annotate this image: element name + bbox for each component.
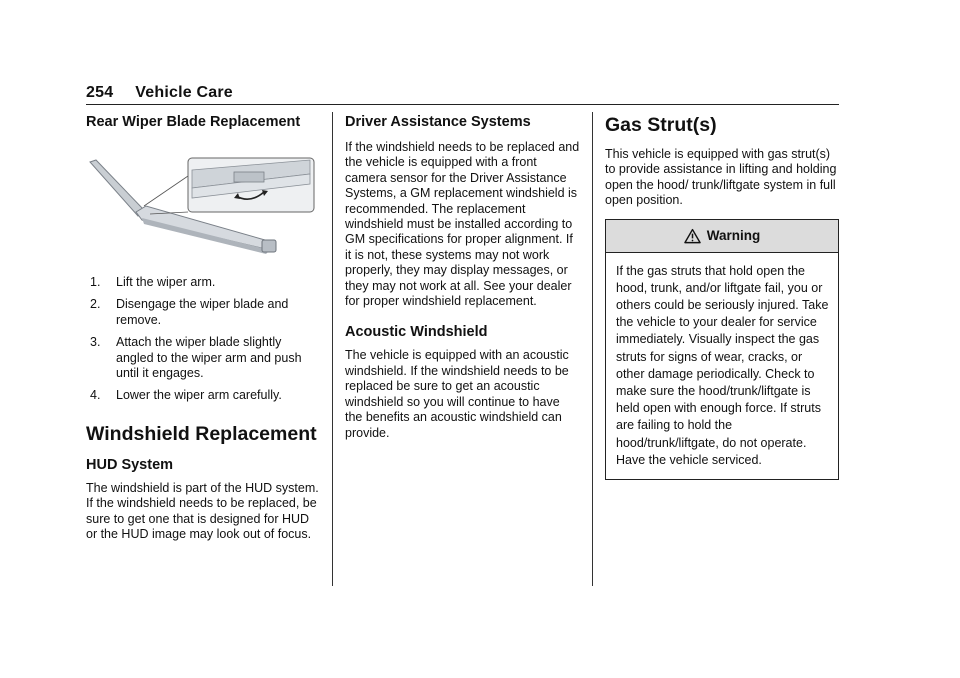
warning-label: Warning (706, 228, 761, 244)
acoustic-text: The vehicle is equipped with an acoustic windshield. If the windshield needs to be replaced be sure to get an acoustic windshield so you will continue to have the benefits an acoustic windshield can provide. (345, 348, 569, 440)
warning-text: If the gas struts that hold open the hood, trunk, and/or liftgate fail, you or others could be seriously injured. Take the vehicle to your dealer for service immediately. Visually inspect the gas struts for signs of wear, cracks, or other damage periodically. Check to make sure the hood/trunk/liftgate is held open with enough force. If struts are failing to hold the hood/trunk/liftgate, do not operate. Have the vehicle serviced. (616, 263, 829, 467)
list-item: 3. Attach the wiper blade slightly angled to the wiper arm and push until it engages. (90, 335, 302, 381)
windshield-heading: Windshield Replacement (86, 422, 317, 445)
header-rule (86, 104, 839, 105)
gas-strut-text: This vehicle is equipped with gas strut(s) to provide assistance in lifting and holding open the hood/ trunk/liftgate system in full open position. (605, 147, 837, 208)
wiper-illustration (84, 154, 316, 260)
column-3 (605, 113, 840, 480)
acoustic-heading: Acoustic Windshield (345, 324, 488, 341)
page-header (86, 84, 233, 102)
rear-wiper-heading: Rear Wiper Blade Replacement (86, 114, 301, 130)
column-divider (592, 112, 593, 586)
hud-heading: HUD System (86, 456, 174, 473)
hud-text: The windshield is part of the HUD system. If the windshield needs to be replaced, be sure to get one that is designed for HUD or the HUD image may look out of focus. (86, 480, 319, 542)
gas-strut-heading: Gas Strut(s) (605, 114, 717, 136)
list-item: 1. Lift the wiper arm. (90, 275, 216, 289)
page-number: 254 (86, 84, 114, 101)
column-divider (332, 112, 333, 586)
list-item: 4. Lower the wiper arm carefully. (90, 388, 282, 403)
das-text: If the windshield needs to be replaced and the vehicle is equipped with a front camera sensor for the Driver Assistance Systems, a GM replacement windshield is recommended. The replacement windshield must be installed according to GM specifications for proper alignment. If it is not, these systems may not work properly, they may display messages, or they may not work at all. See your dealer for proper windshield replacement. (345, 140, 580, 309)
column-2 (345, 113, 580, 441)
column-1 (86, 113, 321, 542)
warning-box (605, 219, 839, 480)
wiper-steps (86, 275, 321, 404)
das-heading: Driver Assistance Systems (345, 114, 531, 130)
section-title: Vehicle Care (135, 84, 233, 101)
warning-triangle-icon (684, 228, 701, 244)
warning-header (606, 220, 838, 253)
list-item: 2. Disengage the wiper blade and remove. (90, 297, 289, 327)
